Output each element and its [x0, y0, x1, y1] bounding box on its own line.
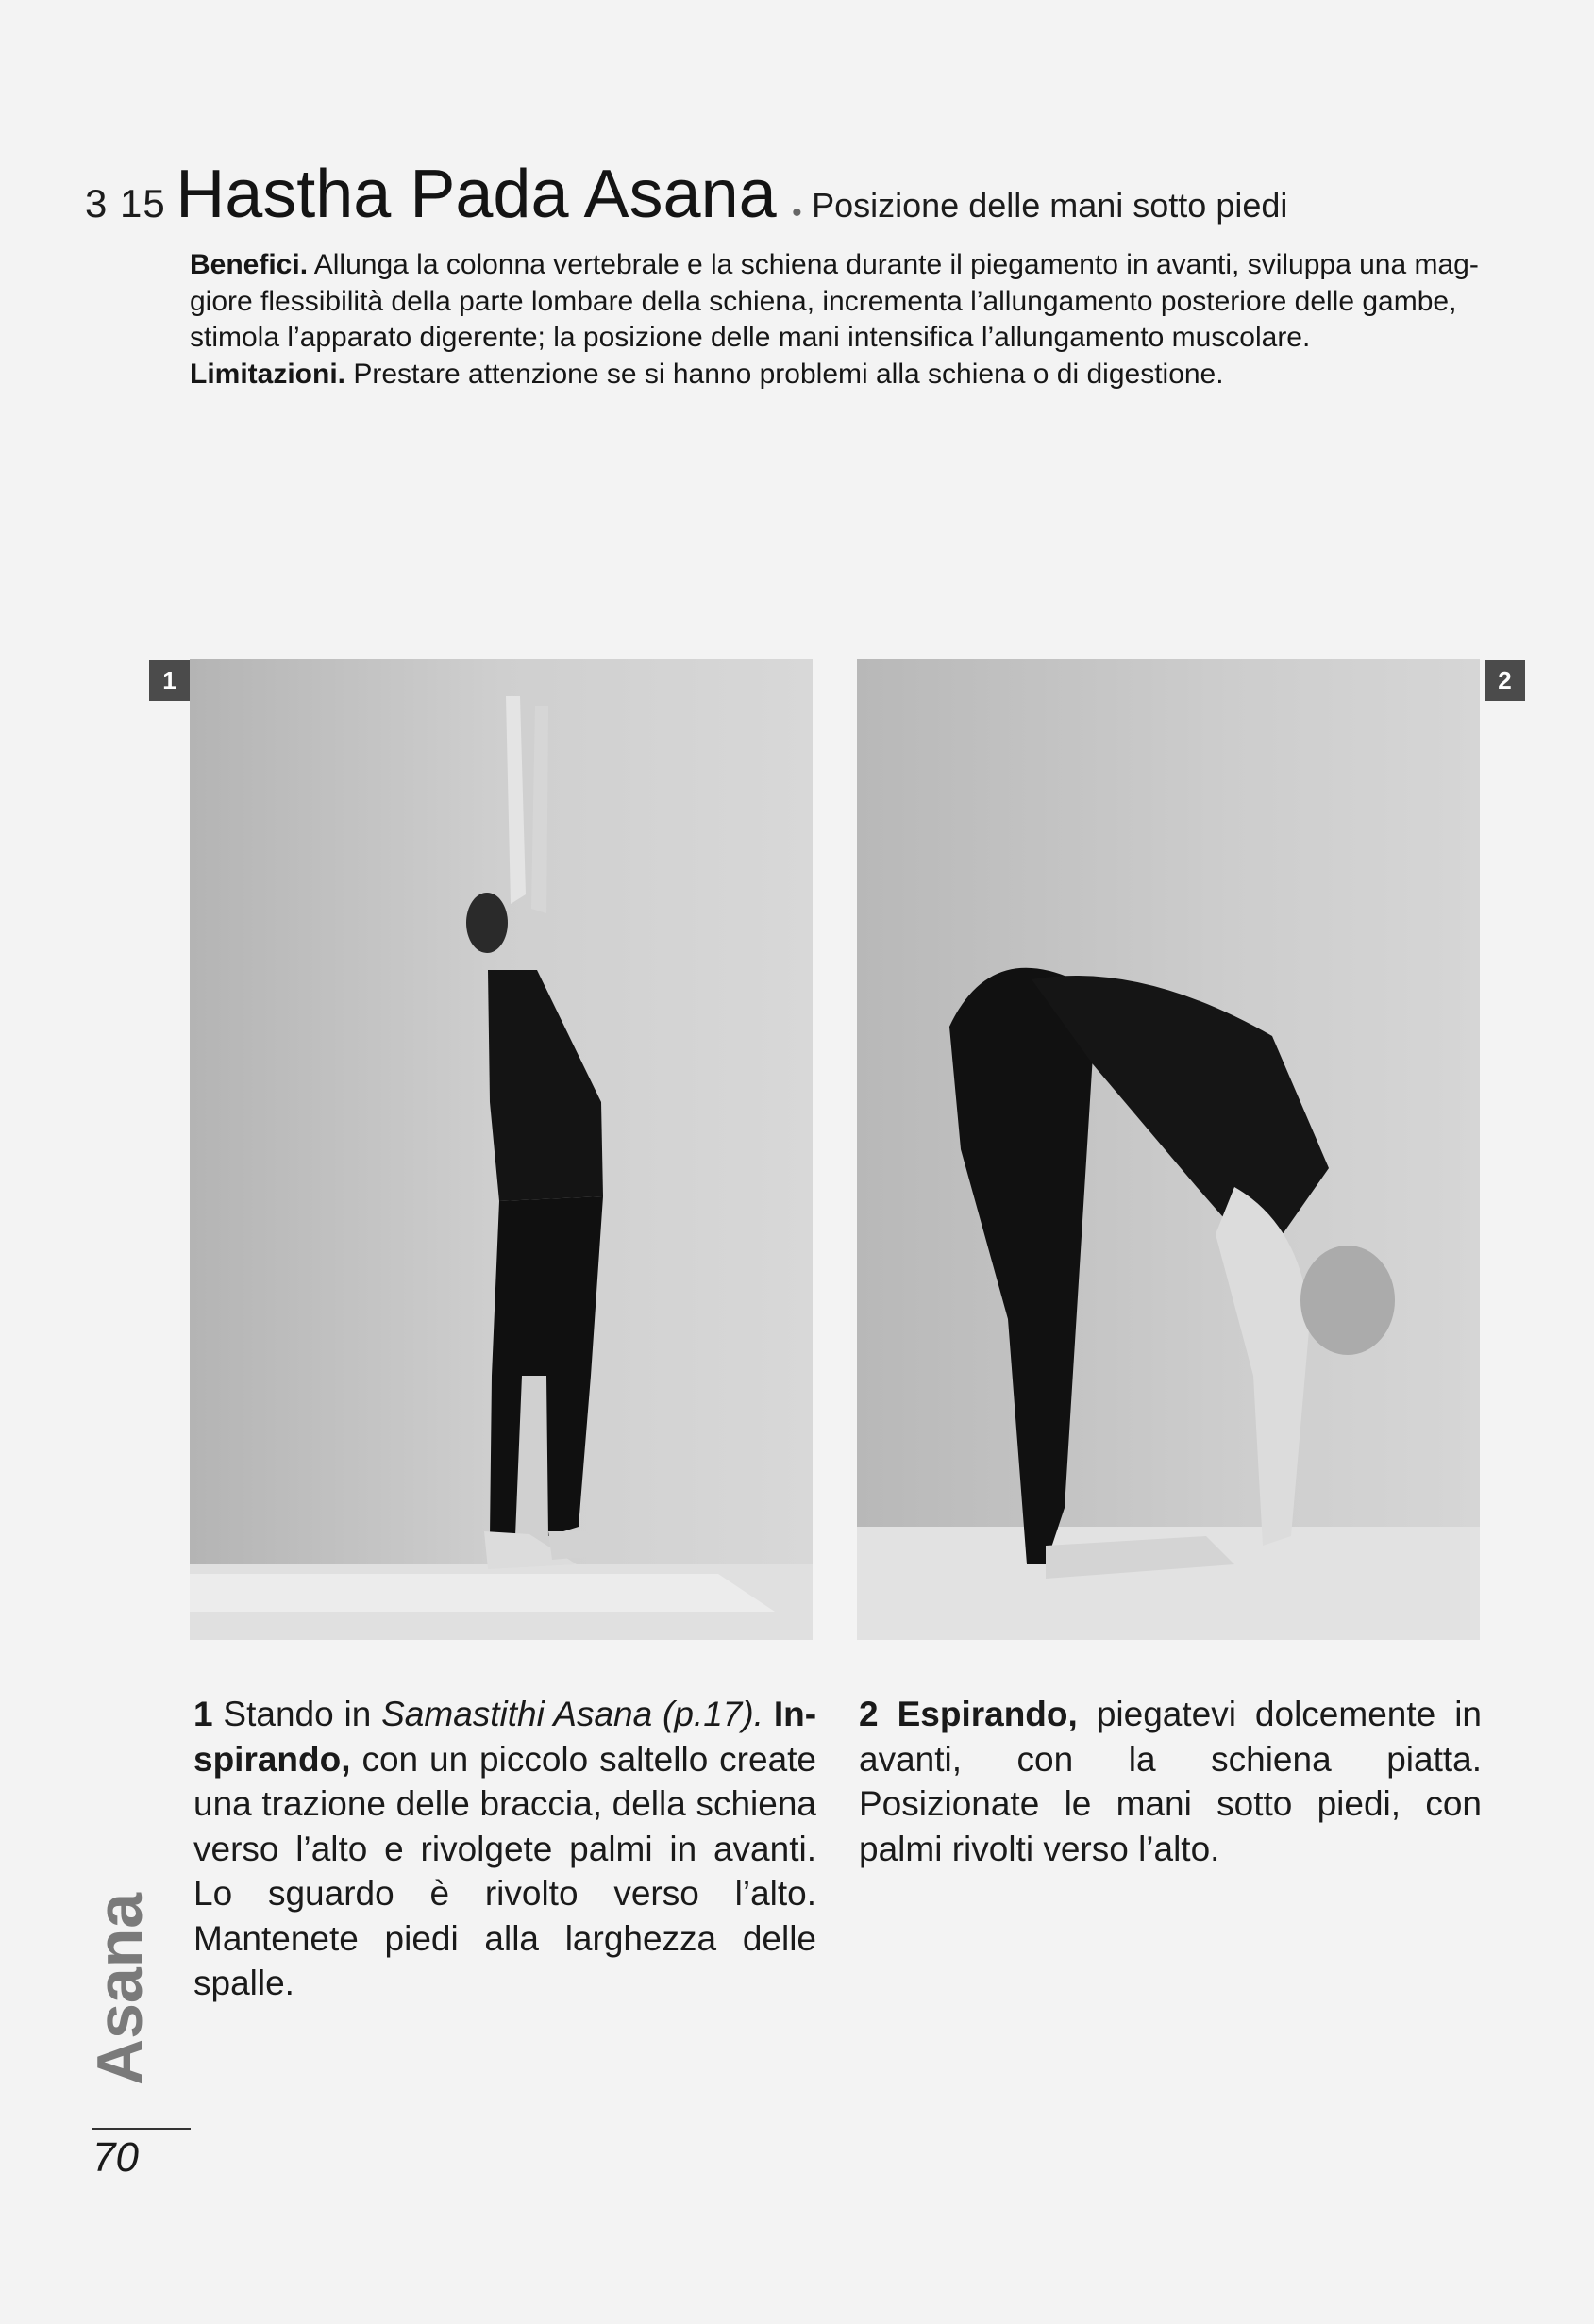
figure-1-badge: 1	[149, 660, 190, 701]
caption-2-number: 2	[859, 1695, 879, 1733]
figure-1-illustration	[190, 659, 813, 1640]
page-header	[85, 156, 1287, 233]
photo-forward-bend	[857, 659, 1480, 1640]
caption-1-pose: Samastithi Asana (p.17).	[381, 1695, 763, 1733]
benefici-paragraph	[190, 247, 1483, 357]
benefici-text: Allunga la colonna vertebrale e la schiena durante il piegamento in avanti, sviluppa una mag-giore flessibilità della parte lombare della schiena, incrementa l’allungamento posteriore delle gambe, stimola l’apparato digerente; la posizione delle mani intensifica l’allungamento muscolare.	[190, 249, 1479, 353]
section-side-label: Asana	[84, 1892, 156, 2085]
figure-2-illustration	[857, 659, 1480, 1640]
limitazioni-paragraph	[190, 357, 1483, 393]
page-title: Hastha Pada Asana	[176, 157, 777, 232]
section-number: 3 15	[85, 181, 166, 226]
caption-2-text: piegatevi dolcemente in avanti, con la schiena piatta. Posizionate le mani sotto piedi, con palmi rivolti verso l’alto.	[859, 1695, 1483, 1868]
page-number: 70	[92, 2134, 139, 2181]
benefici-label: Benefici.	[190, 249, 309, 280]
intro-text	[190, 247, 1483, 393]
limitazioni-label: Limitazioni.	[190, 358, 345, 390]
title-separator: •	[792, 196, 802, 228]
photo-standing-arms-raised	[190, 659, 813, 1640]
caption-2	[859, 1692, 1482, 1871]
caption-1-pre: Stando in	[223, 1695, 372, 1733]
caption-1	[193, 1692, 816, 2006]
caption-1-keyword: In-spirando,	[193, 1695, 817, 1779]
page-number-rule	[92, 2128, 191, 2130]
caption-2-keyword: Espirando,	[897, 1695, 1078, 1733]
limitazioni-text: Prestare attenzione se si hanno problemi alla schiena o di digestione.	[353, 358, 1224, 390]
caption-1-text: con un piccolo saltello create una trazione delle braccia, della schiena verso l’alto e rivolgete palmi in avanti. Lo sguardo è rivolto verso l’alto. Mantenete piedi alla larghezza delle spalle.	[193, 1739, 816, 2002]
caption-1-number: 1	[193, 1695, 213, 1733]
figure-2-badge: 2	[1485, 660, 1525, 701]
page-subtitle: Posizione delle mani sotto piedi	[812, 186, 1288, 225]
